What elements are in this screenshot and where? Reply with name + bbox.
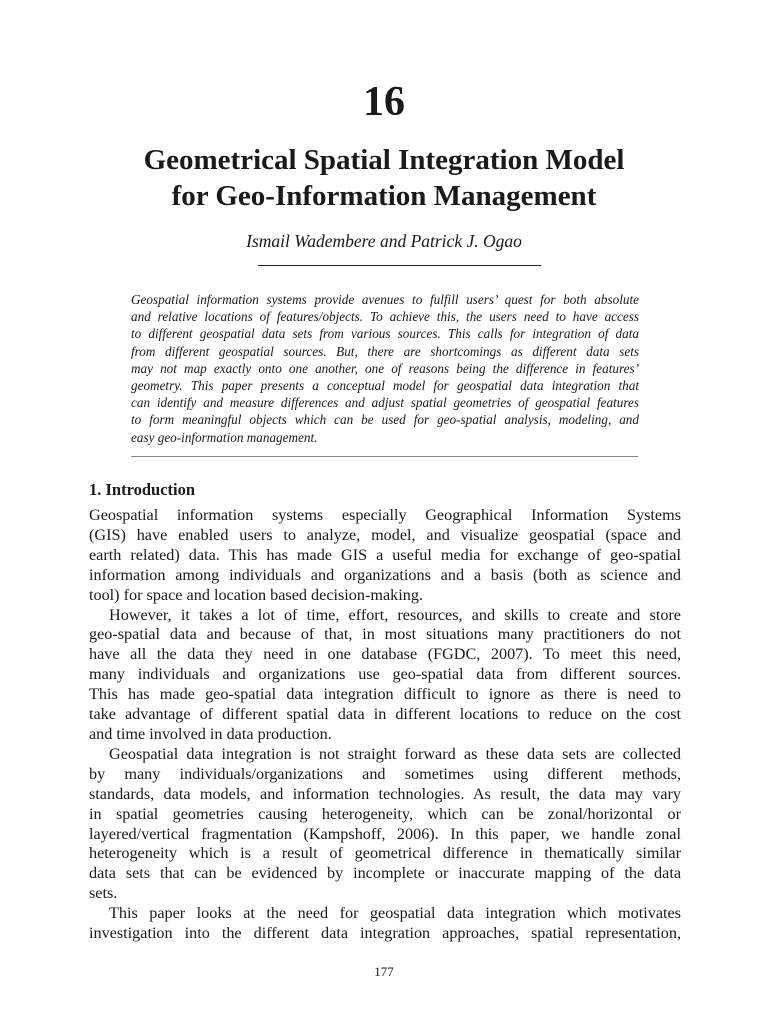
body-line: layered/vertical fragmentation (Kampshoff, 2006). In this paper, we handle zonal bbox=[89, 824, 681, 843]
body-line: standards, data models, and information technologies. As result, the data may vary bbox=[89, 784, 681, 803]
chapter-title-line: Geometrical Spatial Integration Model bbox=[143, 144, 625, 176]
abstract bbox=[131, 291, 639, 446]
section-heading: 1. Introduction bbox=[89, 480, 196, 499]
body-line: Geospatial information systems especially Geographical Information Systems bbox=[89, 506, 681, 524]
abstract-line: from different geospatial sources. But, there are shortcomings as different data sets bbox=[131, 343, 639, 359]
body-line: and time involved in data production. bbox=[89, 724, 332, 743]
body-line: tool) for space and location based decision-making. bbox=[89, 585, 423, 604]
body-line: (GIS) have enabled users to analyze, model, and visualize geospatial (space and bbox=[89, 525, 681, 544]
body-line: This has made geo-spatial data integration difficult to ignore as there is need to bbox=[89, 685, 681, 704]
authors: Ismail Wadembere and Patrick J. Ogao bbox=[246, 231, 522, 251]
abstract-line: Geospatial information systems provide avenues to fulfill users’ quest for both absolute bbox=[131, 292, 639, 307]
body-line: sets. bbox=[89, 884, 118, 903]
abstract-line: and relative locations of features/objects. To achieve this, the users need to have access bbox=[131, 309, 639, 325]
body-line: earth related) data. This has made GIS a useful media for exchange of geo-spatial bbox=[89, 545, 681, 564]
body-line: heterogeneity which is a result of geometrical difference in thematically similar bbox=[89, 844, 681, 863]
chapter-number: 16 bbox=[363, 79, 405, 125]
body-line: Geospatial data integration is not straight forward as these data sets are collected bbox=[109, 744, 681, 763]
chapter-title bbox=[40, 142, 728, 214]
body-line: many individuals and organizations use geo-spatial data from different sources. bbox=[89, 665, 681, 684]
body-line: information among individuals and organizations and a basis (both as science and bbox=[89, 565, 681, 584]
abstract-line: to form meaningful objects which can be used for geo-spatial analysis, modeling, and bbox=[131, 412, 639, 428]
body-line: This paper looks at the need for geospatial data integration which motivates bbox=[109, 904, 681, 923]
body-line: investigation into the different data integration approaches, spatial representation, bbox=[89, 924, 681, 943]
abstract-divider bbox=[131, 456, 638, 457]
body-line: However, it takes a lot of time, effort, resources, and skills to create and store bbox=[109, 605, 681, 624]
body-line: by many individuals/organizations and sometimes using different methods, bbox=[89, 764, 681, 783]
body-line: data sets that can be evidenced by incomplete or inaccurate mapping of the data bbox=[89, 864, 681, 883]
abstract-line: may not map exactly onto one another, one of reasons being the difference in features’ bbox=[131, 360, 639, 376]
abstract-line: geometry. This paper presents a conceptual model for geospatial data integration that bbox=[131, 378, 639, 394]
body-line: have all the data they need in one database (FGDC, 2007). To meet this need, bbox=[89, 645, 681, 664]
body-line: in spatial geometries causing heterogeneity, which can be zonal/horizontal or bbox=[89, 804, 681, 823]
body-line: take advantage of different spatial data in different locations to reduce on the cost bbox=[89, 705, 681, 724]
body-line: geo-spatial data and because of that, in most situations many practitioners do not bbox=[89, 625, 681, 644]
body-text bbox=[89, 506, 681, 944]
abstract-line: easy geo-information management. bbox=[131, 429, 318, 445]
chapter-title-line: for Geo-Information Management bbox=[171, 180, 597, 212]
page-number: 177 bbox=[374, 964, 394, 979]
abstract-line: can identify and measure differences and adjust spatial geometries of geospatial features bbox=[131, 395, 639, 411]
abstract-line: to different geospatial data sets from various sources. This calls for integration of data bbox=[131, 326, 639, 342]
author-divider bbox=[258, 265, 541, 266]
